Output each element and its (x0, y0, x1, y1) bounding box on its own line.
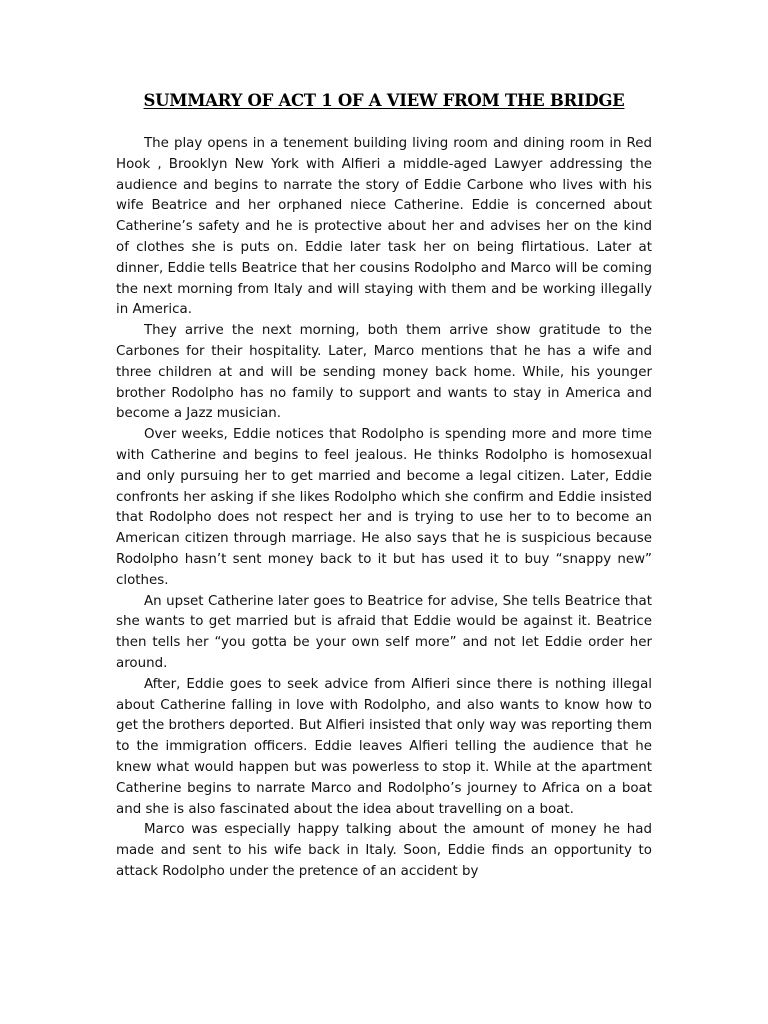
paragraph-2: They arrive the next morning, both them arrive show gratitude to the Carbones for their hospitality. Later, Marco mentions that he has a wife and three children at and will be sending money back home. While, his younger brother Rodolpho has no family to support and wants to stay in America and become a Jazz musician. (116, 323, 652, 422)
paragraph-5: After, Eddie goes to seek advice from Alfieri since there is nothing illegal about Catherine falling in love with Rodolpho, and also wants to know how to get the brothers deported. But Alfieri insisted that only way was reporting them to the immigration officers. Eddie leaves Alfieri telling the audience that he knew what would happen but was powerless to stop it. While at the apartment Catherine begins to narrate Marco and Rodolpho’s journey to Africa on a boat and she is also fascinated about the idea about travelling on a boat. (116, 676, 652, 817)
document-title-text: SUMMARY OF ACT 1 OF A VIEW FROM THE BRIDGE (143, 91, 625, 110)
document-body (116, 134, 652, 883)
paragraph-6: Marco was especially happy talking about the amount of money he had made and sent to his wife back in Italy. Soon, Eddie finds an opportunity to attack Rodolpho under the pretence of an accident by (116, 822, 652, 879)
paragraph-1: The play opens in a tenement building living room and dining room in Red Hook , Brooklyn New York with Alfieri a middle-aged Lawyer addressing the audience and begins to narrate the story of Eddie Carbone who lives with his wife Beatrice and her orphaned niece Catherine. Eddie is concerned about Catherine’s safety and he is protective about her and advises her on the kind of clothes she is puts on. Eddie later task her on being flirtatious. Later at dinner, Eddie tells Beatrice that her cousins Rodolpho and Marco will be coming the next morning from Italy and will staying with them and be working illegally in America. (116, 136, 652, 318)
paragraph-3: Over weeks, Eddie notices that Rodolpho is spending more and more time with Catherine and begins to feel jealous. He thinks Rodolpho is homosexual and only pursuing her to get married and become a legal citizen. Later, Eddie confronts her asking if she likes Rodolpho which she confirm and Eddie insisted that Rodolpho does not respect her and is trying to use her to to become an American citizen through marriage. He also says that he is suspicious because Rodolpho hasn’t sent money back to it but has used it to buy “snappy new” clothes. (116, 427, 652, 588)
document-title (0, 91, 768, 110)
paragraph-4: An upset Catherine later goes to Beatrice for advise, She tells Beatrice that she wants to get married but is afraid that Eddie would be against it. Beatrice then tells her “you gotta be your own self more” and not let Eddie order her around. (116, 593, 652, 671)
